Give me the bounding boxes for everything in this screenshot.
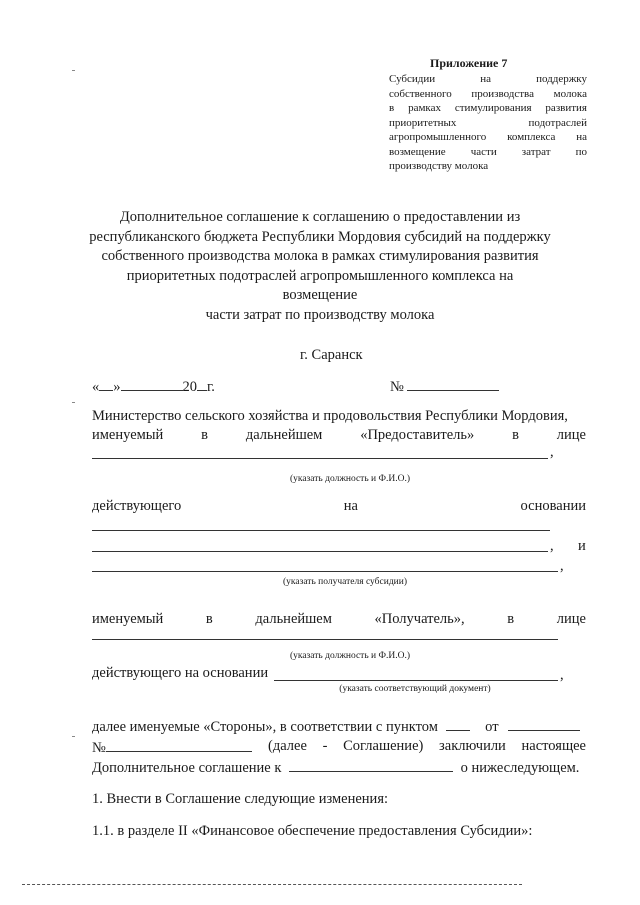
margin-mark (72, 70, 75, 71)
appendix-line: агропромышленного комплекса на (389, 131, 587, 143)
appendix-line: в рамках стимулирования развития (389, 102, 587, 114)
clause-blank[interactable] (446, 716, 470, 731)
basis-blank-line-2[interactable] (92, 551, 548, 552)
number-sign: № (390, 379, 404, 395)
acting-line (92, 497, 586, 516)
caption-document: (указать соответствующий документ) (339, 684, 491, 694)
day-blank[interactable] (99, 376, 113, 391)
caption-position-name: (указать должность и Ф.И.О.) (289, 474, 411, 484)
caption-recipient-position: (указать должность и Ф.И.О.) (289, 651, 411, 661)
margin-mark (72, 736, 75, 737)
word: именуемый (92, 427, 164, 443)
margin-mark (72, 402, 75, 403)
document-title (88, 208, 552, 325)
conjunction-and: и (578, 538, 586, 554)
acting-basis-label: действующего на основании (92, 665, 269, 681)
agreement-number-blank[interactable] (106, 737, 252, 752)
word: лице (556, 427, 586, 443)
appendix-title: Приложение 7 (430, 56, 508, 70)
appendix-line: собственного производства молока (389, 87, 587, 100)
item-1-1: 1.1. в разделе II «Финансовое обеспечение предоставления Субсидии»: (92, 823, 533, 839)
appendix-line: производству молока (389, 160, 489, 172)
word: заключили (439, 738, 506, 754)
date-close-quote: » (113, 379, 121, 395)
parties-line-1 (92, 716, 580, 737)
number-sign: № (92, 740, 106, 756)
title-line: части затрат по производству молока (205, 306, 435, 323)
word: Соглашение) (343, 738, 424, 754)
word: в (507, 611, 515, 627)
appendix-line: приоритетных подотраслей (389, 116, 587, 129)
word: лице (556, 611, 586, 627)
comma: , (560, 667, 564, 683)
word: - (322, 738, 328, 754)
parties-text: далее именуемые «Стороны», в соответствии с пунктом (92, 719, 438, 735)
appendix-description (389, 72, 587, 174)
word: именуемый (92, 611, 164, 627)
word: «Предоставитель» (360, 427, 475, 443)
ministry-line: Министерство сельского хозяйства и продовольствия Республики Мордовия, (92, 408, 568, 424)
word: настоящее (521, 738, 586, 754)
word: действующего (92, 498, 182, 514)
page-bottom-rule (22, 884, 522, 885)
agreement-number-field[interactable] (92, 737, 252, 758)
ministry-line-2 (92, 426, 586, 445)
recipient-person-blank-line[interactable] (92, 639, 558, 640)
representative-blank-line[interactable] (92, 458, 548, 459)
number-blank[interactable] (407, 376, 499, 391)
caption-recipient: (указать получателя субсидии) (282, 577, 407, 587)
word: (далее (268, 738, 307, 754)
number-field[interactable] (390, 376, 499, 397)
title-line: приоритетных подотраслей агропромышленного комплекса на возмещение (126, 267, 514, 303)
year-suffix: г. (207, 379, 215, 395)
comma: , (560, 558, 564, 574)
word: в (201, 427, 208, 443)
comma: , (550, 444, 554, 460)
date-open-quote: « (92, 379, 100, 395)
word: дальнейшем (245, 427, 323, 443)
date-field[interactable] (92, 376, 215, 397)
parties-line-2 (268, 737, 586, 756)
document-blank-line[interactable] (274, 680, 558, 681)
word: дальнейшем (255, 611, 332, 627)
word: в (205, 611, 213, 627)
year-prefix: 20 (182, 379, 197, 395)
agreement-ref-blank[interactable] (289, 757, 453, 772)
recipient-blank-line[interactable] (92, 571, 558, 572)
item-1: 1. Внести в Соглашение следующие изменения: (92, 791, 389, 807)
word: на (343, 498, 358, 514)
parties-text: Дополнительное соглашение к (92, 760, 282, 776)
title-line: Дополнительное соглашение к соглашению о предоставлении из (119, 209, 521, 225)
comma: , (550, 538, 554, 554)
word: «Получатель», (374, 611, 465, 627)
agreement-date-blank[interactable] (508, 716, 580, 731)
word: основании (520, 498, 586, 514)
month-blank[interactable] (121, 376, 183, 391)
parties-text: о нижеследующем. (460, 760, 580, 776)
city-label: г. Саранск (300, 347, 363, 363)
from-label: от (485, 719, 499, 735)
appendix-line: возмещение части затрат по (389, 145, 587, 158)
basis-blank-line-1[interactable] (92, 530, 550, 531)
recipient-line (92, 610, 586, 629)
appendix-line: Субсидии на поддержку (389, 73, 587, 85)
title-line: республиканского бюджета Республики Мордовия субсидий на поддержку (89, 228, 551, 245)
parties-line-3 (92, 757, 579, 778)
word: в (512, 427, 519, 443)
year-blank[interactable] (197, 376, 207, 391)
title-line: собственного производства молока в рамках стимулирования развития (101, 248, 539, 264)
